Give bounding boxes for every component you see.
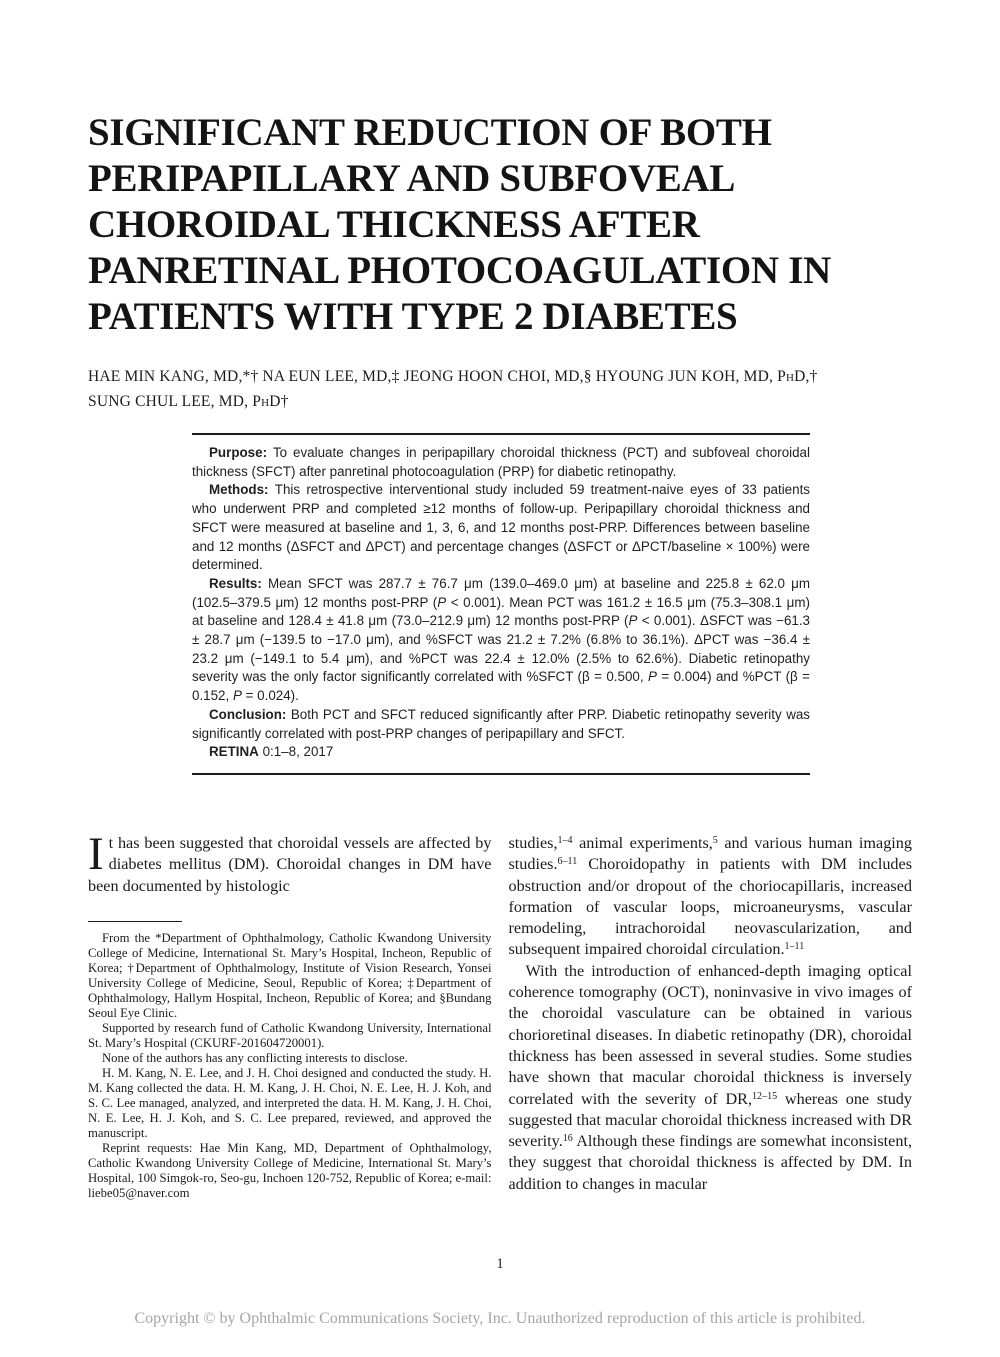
- author-list: [88, 364, 912, 414]
- drop-cap: I: [88, 827, 104, 880]
- footnote-author-contributions: H. M. Kang, N. E. Lee, and J. H. Choi designed and conducted the study. H. M. Kang collected the data. H. M. Kang, J. H. Choi, N. E. Lee, H. J. Koh, and S. C. Lee managed, analyzed, and interpreted the data. H. M. Kang, J. H. Choi, N. E. Lee, H. J. Koh, and S. C. Lee prepared, reviewed, and approved the manuscript.: [88, 1065, 492, 1140]
- intro-paragraph: [88, 827, 492, 897]
- title-line: SIGNIFICANT REDUCTION OF BOTH: [88, 111, 772, 154]
- copyright-notice: Copyright © by Ophthalmic Communications Society, Inc. Unauthorized reproduction of this article is prohibited.: [134, 1310, 866, 1327]
- page-number: 1: [496, 1256, 504, 1272]
- journal-citation: RETINA 0:1–8, 2017: [209, 744, 334, 760]
- footnote-disclosure: None of the authors has any conflicting interests to disclose.: [102, 1050, 408, 1065]
- left-column: [88, 827, 492, 1201]
- intro-text: t has been suggested that choroidal vessels are affected by diabetes mellitus (DM). Choroidal changes in DM have been documented by histologic: [88, 833, 492, 895]
- author-line: HAE MIN KANG, MD,*† NA EUN LEE, MD,‡ JEONG HOON CHOI, MD,§ HYOUNG JUN KOH, MD, PhD,†: [88, 368, 818, 385]
- abstract: [192, 433, 810, 775]
- abstract-purpose: Purpose: To evaluate changes in peripapillary choroidal thickness (PCT) and subfoveal choroidal thickness (SFCT) after panretinal photocoagulation (PRP) for diabetic retinopathy.: [192, 445, 810, 479]
- abstract-results: Results: Mean SFCT was 287.7 ± 76.7 μm (139.0–469.0 μm) at baseline and 225.8 ± 62.0 μm (102.5–379.5 μm) 12 months post-PRP (P < 0.001). Mean PCT was 161.2 ± 16.5 μm (75.3–308.1 μm) at baseline and 128.4 ± 41.8 μm (73.0–212.9 μm) 12 months post-PRP (P < 0.001). ΔSFCT was −61.3 ± 28.7 μm (−139.5 to −17.0 μm), and %SFCT was 21.2 ± 7.2% (6.8% to 36.1%). ΔPCT was −36.4 ± 23.2 μm (−149.1 to 5.4 μm), and %PCT was 22.4 ± 12.0% (2.5% to 62.6%). Diabetic retinopathy severity was the only factor significantly correlated with %SFCT (β = 0.500, P = 0.004) and %PCT (β = 0.152, P = 0.024).: [192, 575, 810, 704]
- body-columns: [88, 827, 912, 1201]
- body-paragraph-2: With the introduction of enhanced-depth imaging optical coherence tomography (OCT), noninvasive in vivo images of the choroidal vasculature can be obtained in various chorioretinal diseases. In diabetic retinopathy (DR), choroidal thickness has been assessed in several studies. Some studies have shown that macular choroidal thickness is inversely correlated with the severity of DR,$^{12-15}$ whereas one study suggested that macular choroidal thickness increased with DR severity.$^{16}$ Although these findings are somewhat inconsistent, they suggest that choroidal thickness is affected by DM. In addition to changes in macular: [508, 961, 912, 1193]
- abstract-conclusion: Conclusion: Both PCT and SFCT reduced significantly after PRP. Diabetic retinopathy severity was significantly correlated with post-PRP changes of peripapillary and SFCT.: [192, 706, 811, 741]
- footnote-affiliations: From the *Department of Ophthalmology, Catholic Kwandong University College of Medicine, International St. Mary’s Hospital, Incheon, Republic of Korea; †Department of Ophthalmology, Institute of Vision Research, Yonsei University College of Medicine, Seoul, Republic of Korea; ‡Department of Ophthalmology, Hallym Hospital, Incheon, Republic of Korea; and §Bundang Seoul Eye Clinic.: [88, 930, 492, 1020]
- abstract-methods: Methods: This retrospective interventional study included 59 treatment-naive eyes of 33 patients who underwent PRP and completed ≥12 months of follow-up. Peripapillary choroidal thickness and SFCT were measured at baseline and 1, 3, 6, and 12 months post-PRP. Differences between baseline and 12 months (ΔSFCT and ΔPCT) and percentage changes (ΔSFCT or ΔPCT/baseline × 100%) were determined.: [192, 482, 810, 573]
- title-line: PERIPAPILLARY AND SUBFOVEAL: [88, 157, 736, 200]
- title-line: PATIENTS WITH TYPE 2 DIABETES: [88, 295, 738, 338]
- footnote-reprint-requests: Reprint requests: Hae Min Kang, MD, Department of Ophthalmology, Catholic Kwandong University College of Medicine, International St. Mary’s Hospital, 100 Simgok-ro, Seo-gu, Inchoen 120-752, Republic of Korea; e-mail: liebe05@naver.com: [88, 1140, 492, 1200]
- title-line: PANRETINAL PHOTOCOAGULATION IN: [88, 249, 831, 292]
- footnote-funding: Supported by research fund of Catholic Kwandong University, International St. Mary’s Hospital (CKURF-201604720001).: [88, 1020, 492, 1050]
- footnote-block: [88, 921, 492, 1201]
- right-column: [509, 833, 913, 1201]
- body-paragraph-continuation: studies,$^{1-4}$ animal experiments,$^5$ and various human imaging studies.$^{6-11}$ Choroidopathy in patients with DM includes obstruction and/or dropout of the choriocapillaris, increased formation of vascular loops, microaneurysms, vascular remodeling, intrachoroidal neovascularization, and subsequent impaired choroidal circulation.$^{1-11}$: [508, 833, 912, 959]
- title-line: CHOROIDAL THICKNESS AFTER: [88, 203, 700, 246]
- article-title: [88, 110, 912, 340]
- author-line: SUNG CHUL LEE, MD, PhD†: [88, 393, 289, 410]
- footnote-separator-rule: [88, 921, 182, 922]
